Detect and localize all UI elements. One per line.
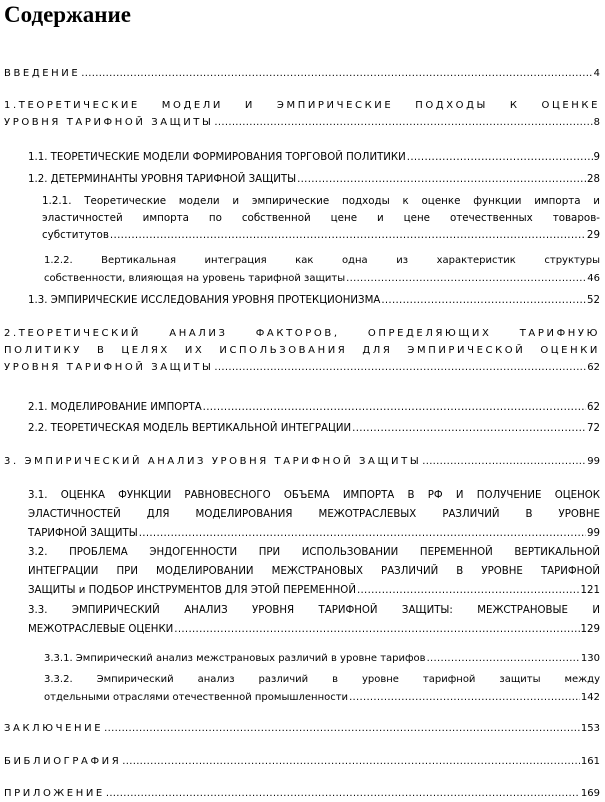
dot-leader xyxy=(381,292,586,309)
toc-entry[interactable] xyxy=(4,325,600,376)
toc-entry-line: 1.2. ДЕТЕРМИНАНТЫ УРОВНЯ ТАРИФНОЙ ЗАЩИТЫ xyxy=(28,174,297,185)
dot-leader xyxy=(346,270,586,287)
toc-entry-line: ЗАЩИТЫ и ПОДБОР ИНСТРУМЕНТОВ ДЛЯ ЭТОЙ ПЕРЕМЕННОЙ xyxy=(28,585,356,596)
dot-leader xyxy=(122,753,580,770)
toc-entry-line: УРОВНЯ ТАРИФНОЙ ЗАЩИТЫ xyxy=(4,117,214,128)
toc-entry-line: ПРИЛОЖЕНИЕ xyxy=(4,788,105,799)
toc-entry-line: 1.ТЕОРЕТИЧЕСКИЕ МОДЕЛИ И ЭМПИРИЧЕСКИЕ ПОДХОДЫ К ОЦЕНКЕ xyxy=(4,100,600,111)
toc-entry-line: 1.2.1. Теоретические модели и эмпирические подходы к оценке функции импорта и xyxy=(42,195,600,207)
toc-entry-line: ИНТЕГРАЦИИ ПРИ МОДЕЛИРОВАНИИ МЕЖСТРАНОВЫХ РАЗЛИЧИЙ В УРОВНЕ ТАРИФНОЙ xyxy=(28,566,600,577)
toc-entry-line: 3.2. ПРОБЛЕМА ЭНДОГЕННОСТИ ПРИ ИСПОЛЬЗОВАНИИ ПЕРЕМЕННОЙ ВЕРТИКАЛЬНОЙ xyxy=(28,547,600,558)
toc-page-number: 153 xyxy=(580,723,600,734)
toc-entry[interactable] xyxy=(28,149,600,166)
toc-page-number: 169 xyxy=(580,788,600,799)
toc-entry-line: 2.ТЕОРЕТИЧЕСКИЙ АНАЛИЗ ФАКТОРОВ, ОПРЕДЕЛЯЮЩИХ ТАРИФНУЮ xyxy=(4,328,600,339)
toc-page-number: 121 xyxy=(580,585,600,596)
toc-entry[interactable] xyxy=(44,650,600,668)
dot-leader xyxy=(214,359,586,376)
toc-entry[interactable] xyxy=(28,420,600,437)
toc-page-number: 46 xyxy=(587,273,600,284)
toc-entry-line: ТАРИФНОЙ ЗАЩИТЫ xyxy=(28,528,138,539)
toc-entry-line: отдельными отраслями отечественной промышленности xyxy=(44,692,349,703)
toc-page-number: 142 xyxy=(580,692,600,703)
toc-entry-line: 3.1. ОЦЕНКА ФУНКЦИИ РАВНОВЕСНОГО ОБЪЕМА ИМПОРТА В РФ И ПОЛУЧЕНИЕ ОЦЕНОК xyxy=(28,490,600,501)
dot-leader xyxy=(297,171,586,188)
toc-page-number: 9 xyxy=(593,152,600,163)
toc-entry-line: МЕЖОТРАСЛЕВЫЕ ОЦЕНКИ xyxy=(28,624,174,635)
toc-page-number: 62 xyxy=(587,362,600,373)
toc-entry[interactable] xyxy=(28,544,600,601)
toc-entry[interactable] xyxy=(28,487,600,544)
toc-entry-line: 2.1. МОДЕЛИРОВАНИЕ ИМПОРТА xyxy=(28,402,202,413)
dot-leader xyxy=(407,149,593,166)
toc-entry[interactable] xyxy=(28,399,600,416)
toc-page-number: 28 xyxy=(587,174,600,185)
toc-page-number: 129 xyxy=(580,624,600,635)
toc-page-number: 72 xyxy=(587,423,600,434)
toc-entry[interactable] xyxy=(4,453,600,470)
dot-leader xyxy=(203,399,586,416)
toc-entry[interactable] xyxy=(4,65,600,82)
toc-entry-line: УРОВНЯ ТАРИФНОЙ ЗАЩИТЫ xyxy=(4,362,214,373)
dot-leader xyxy=(110,227,586,244)
toc-entry[interactable] xyxy=(42,193,600,244)
dot-leader xyxy=(104,720,580,737)
toc-entry-line: собственности, влияющая на уровень тарифной защиты xyxy=(44,273,346,284)
toc-page-number: 99 xyxy=(587,456,600,467)
dot-leader xyxy=(422,453,586,470)
toc-entry-line: субститутов xyxy=(42,229,109,241)
dot-leader xyxy=(357,582,580,599)
toc-page-number: 52 xyxy=(587,295,600,306)
toc-entry-line: 2.2. ТЕОРЕТИЧЕСКАЯ МОДЕЛЬ ВЕРТИКАЛЬНОЙ ИНТЕГРАЦИИ xyxy=(28,423,352,434)
toc-entry-line: 1.3. ЭМПИРИЧЕСКИЕ ИССЛЕДОВАНИЯ УРОВНЯ ПРОТЕКЦИОНИЗМА xyxy=(28,295,381,306)
toc-entry[interactable] xyxy=(4,785,600,802)
toc-entry-line: эластичностей импорта по собственной цене и цене отечественных товаров- xyxy=(42,212,600,224)
toc-page-number: 99 xyxy=(587,528,600,539)
toc-entry[interactable] xyxy=(44,671,600,707)
toc-entry[interactable] xyxy=(4,753,600,770)
toc-entry-line: ВВЕДЕНИЕ xyxy=(4,68,81,79)
toc-entry-line: БИБЛИОГРАФИЯ xyxy=(4,756,122,767)
dot-leader xyxy=(139,525,586,542)
toc-entry-line: 3. ЭМПИРИЧЕСКИЙ АНАЛИЗ УРОВНЯ ТАРИФНОЙ ЗАЩИТЫ xyxy=(4,456,422,467)
toc-entry-line: 3.3.2. Эмпирический анализ различий в уровне тарифной защиты между xyxy=(44,674,600,685)
dot-leader xyxy=(352,420,586,437)
toc-entry-line: 3.3.1. Эмпирический анализ межстрановых различий в уровне тарифов xyxy=(44,653,426,664)
dot-leader xyxy=(81,65,592,82)
toc-page-number: 4 xyxy=(593,68,600,79)
toc-entry[interactable] xyxy=(44,252,600,288)
toc-entry[interactable] xyxy=(4,97,600,131)
toc-page-number: 161 xyxy=(580,756,600,767)
dot-leader xyxy=(214,114,592,131)
toc-entry-line: ЭЛАСТИЧНОСТЕЙ ДЛЯ МОДЕЛИРОВАНИЯ МЕЖОТРАСЛЕВЫХ РАЗЛИЧИЙ В УРОВНЕ xyxy=(28,509,600,520)
dot-leader xyxy=(349,689,580,706)
toc-entry-line: ПОЛИТИКУ В ЦЕЛЯХ ИХ ИСПОЛЬЗОВАНИЯ ДЛЯ ЭМПИРИЧЕСКОЙ ОЦЕНКИ xyxy=(4,345,600,356)
dot-leader xyxy=(427,650,580,667)
toc-entry[interactable] xyxy=(28,602,600,640)
dot-leader xyxy=(106,785,580,802)
toc-entry[interactable] xyxy=(4,720,600,737)
toc-entry-line: 3.3. ЭМПИРИЧЕСКИЙ АНАЛИЗ УРОВНЯ ТАРИФНОЙ ЗАЩИТЫ: МЕЖСТРАНОВЫЕ И xyxy=(28,605,600,616)
toc-page-number: 130 xyxy=(580,653,600,664)
toc-entry[interactable] xyxy=(28,292,600,309)
toc-entry-line: ЗАКЛЮЧЕНИЕ xyxy=(4,723,104,734)
dot-leader xyxy=(174,621,579,638)
toc-entry-line: 1.1. ТЕОРЕТИЧЕСКИЕ МОДЕЛИ ФОРМИРОВАНИЯ ТОРГОВОЙ ПОЛИТИКИ xyxy=(28,152,406,163)
toc-page-number: 29 xyxy=(586,229,600,241)
toc-page-number: 8 xyxy=(593,117,600,128)
page-title: Содержание xyxy=(4,2,131,27)
toc-entry[interactable] xyxy=(28,171,600,188)
toc-entry-line: 1.2.2. Вертикальная интеграция как одна из характеристик структуры xyxy=(44,255,600,266)
toc-page-number: 62 xyxy=(587,402,600,413)
